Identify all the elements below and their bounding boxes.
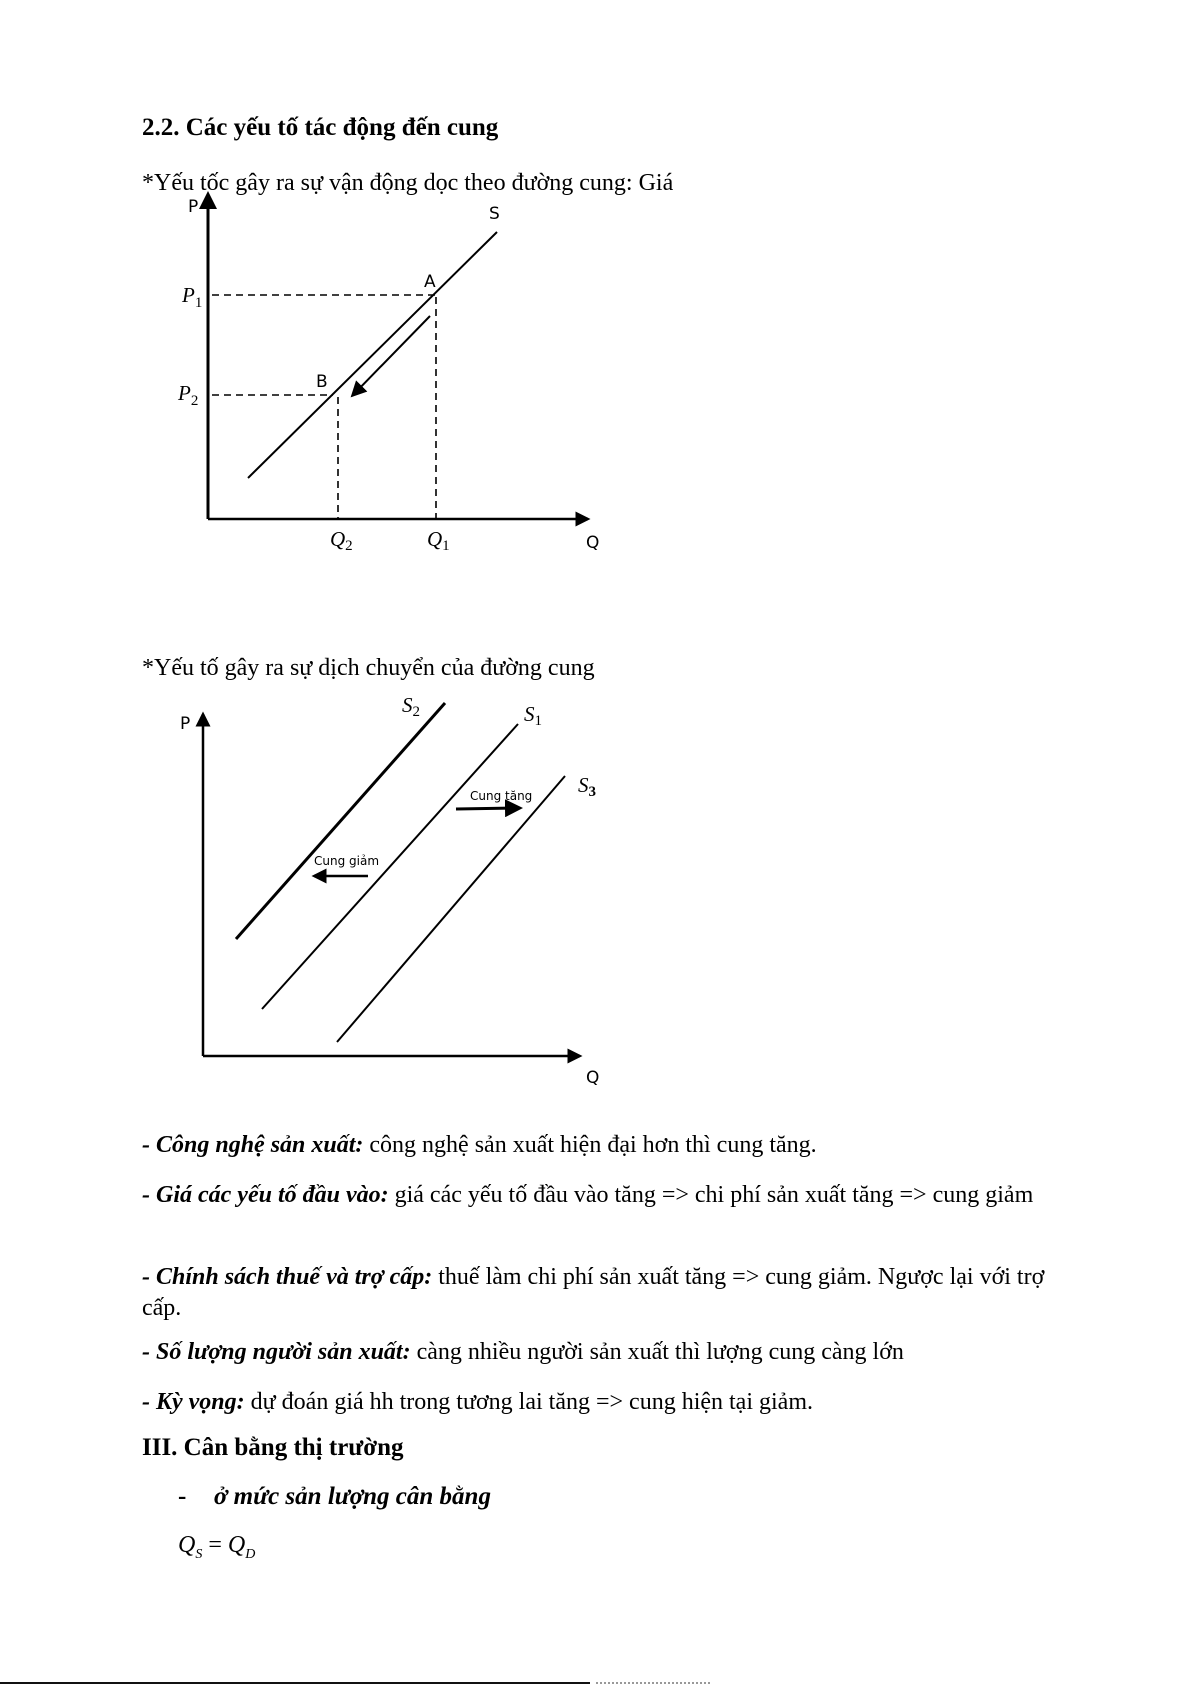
factor-term: - Kỳ vọng: bbox=[142, 1389, 245, 1415]
equilibrium-equation: $Q_S = Q_D$ bbox=[178, 1532, 256, 1562]
q1-label: Q1 bbox=[427, 527, 450, 554]
s3-label: S3 bbox=[578, 773, 596, 800]
shift-diagram bbox=[180, 693, 599, 1088]
p2-label: $P_2$ bbox=[178, 381, 199, 409]
s-label: S bbox=[489, 204, 500, 224]
s2-label: S2 bbox=[402, 693, 420, 720]
p-axis-label: P bbox=[180, 714, 191, 734]
point-a-label: A bbox=[424, 272, 436, 292]
factor-expectations bbox=[142, 1387, 1057, 1418]
factor-term: - Chính sách thuế và trợ cấp: bbox=[142, 1264, 433, 1290]
increase-label: Cung tăng bbox=[470, 789, 533, 803]
factor-term: - Công nghệ sản xuất: bbox=[142, 1132, 364, 1158]
footer-dotted-rule bbox=[596, 1682, 710, 1684]
q-axis-label: Q bbox=[586, 1068, 600, 1088]
p-axis-label: P bbox=[188, 197, 199, 217]
factor-text: giá các yếu tố đầu vào tăng => chi phí sản xuất tăng => cung giảm bbox=[388, 1182, 1034, 1208]
factor-text: công nghệ sản xuất hiện đại hơn thì cung tăng. bbox=[363, 1132, 817, 1158]
bullet-dash: - bbox=[178, 1483, 187, 1510]
decrease-label: Cung giảm bbox=[314, 854, 380, 868]
section3-title: III. Cân bằng thị trường bbox=[142, 1434, 404, 1461]
factor-tax-subsidy bbox=[142, 1262, 1057, 1324]
factor-term: - Giá các yếu tố đầu vào: bbox=[142, 1182, 389, 1208]
supply-curve-s3 bbox=[337, 776, 565, 1042]
factor-input-prices bbox=[142, 1180, 1057, 1211]
factor-producers bbox=[142, 1337, 1057, 1368]
p1-label: $P_1$ bbox=[182, 283, 203, 311]
factor-term: - Số lượng người sản xuất: bbox=[142, 1339, 411, 1365]
movement-heading: *Yếu tốc gây ra sự vận động dọc theo đường cung: Giá bbox=[142, 170, 674, 196]
factor-technology bbox=[142, 1130, 1057, 1161]
q2-label: Q2 bbox=[330, 527, 353, 554]
footer-rule bbox=[0, 1682, 590, 1684]
shift-heading: *Yếu tố gây ra sự dịch chuyển của đường cung bbox=[142, 655, 595, 681]
q-axis-label: Q bbox=[586, 533, 600, 553]
supply-curve-s bbox=[248, 232, 497, 478]
factor-text: càng nhiều người sản xuất thì lượng cung càng lớn bbox=[410, 1339, 904, 1365]
factor-text: thuế làm chi phí sản xuất tăng => cung giảm. Ngược lại với trợ cấp. bbox=[142, 1264, 1045, 1321]
supply-curve-s2 bbox=[236, 703, 445, 939]
point-b-label: B bbox=[316, 372, 328, 392]
movement-arrow bbox=[352, 316, 430, 396]
increase-arrow bbox=[456, 808, 520, 809]
factor-text: dự đoán giá hh trong tương lai tăng => cung hiện tại giảm. bbox=[244, 1389, 813, 1415]
section-title: 2.2. Các yếu tố tác động đến cung bbox=[142, 114, 499, 141]
movement-diagram bbox=[177, 194, 599, 554]
equilibrium-bullet: ở mức sản lượng cân bằng bbox=[214, 1483, 491, 1510]
s1-label: S1 bbox=[524, 702, 542, 729]
